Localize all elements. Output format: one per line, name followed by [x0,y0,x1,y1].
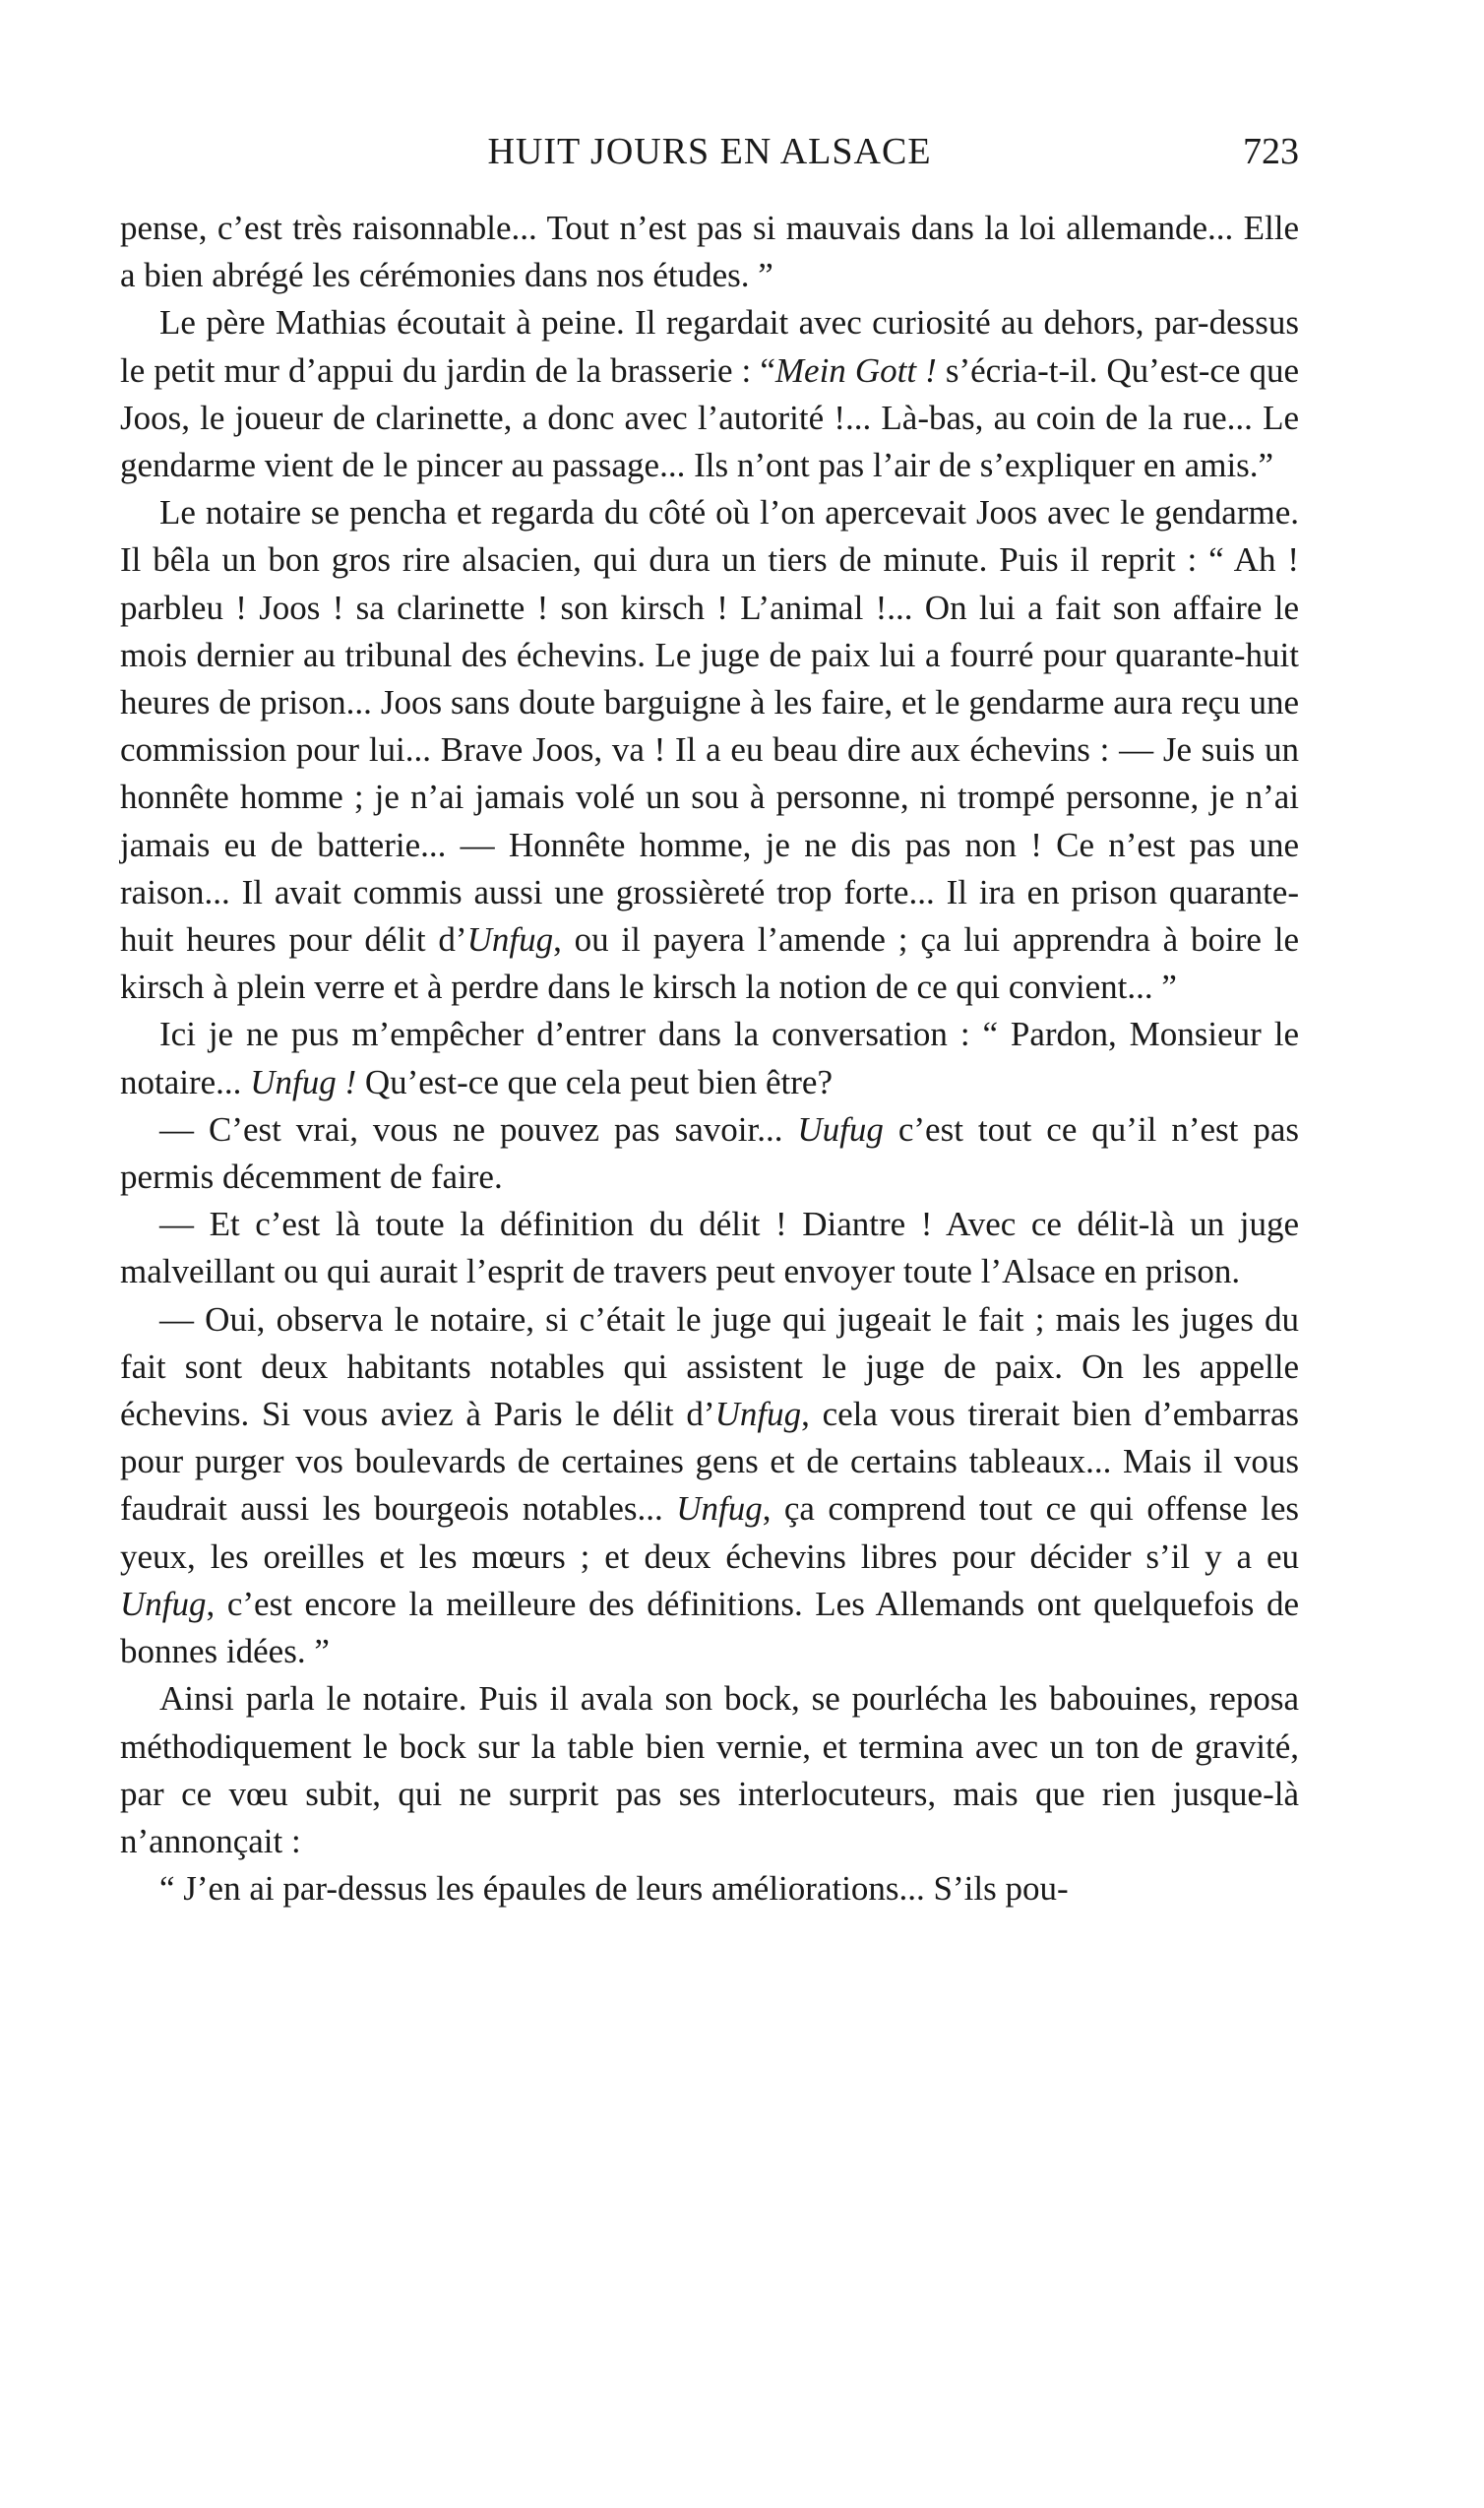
paragraph-3-text-c: , ou il payera l’amende ; ça lui apprendra à boire le kirsch à plein verre et à perdre dans le kirsch la notion de ce qui convient... ” [120,920,1300,1007]
paragraph-7-text-e: , ça comprend tout ce qui offense les yeux, les oreilles et les mœurs ; et deux échevins libres pour décider s’il y a eu [120,1489,1299,1576]
running-header [120,130,1299,181]
paragraph-7-text-a: — Oui, observa le notaire, si c’était le juge qui jugeait le fait ; mais les juges du fait sont deux habitants notables qui assistent le juge de paix. On les appelle échevins. Si vous aviez à Paris le délit d’ [120,1299,1299,1434]
paragraph-2 [120,299,1299,489]
paragraph-5-italic: Uufug [797,1109,884,1149]
paragraph-8: Ainsi parla le notaire. Puis il avala son bock, se pourlécha les babouines, reposa méthodiquement le bock sur la table bien vernie, et termina avec un ton de gravité, par ce vœu subit, qui ne surprit pas ses interlocuteurs, mais que rien jusque-là n’annonçait : [120,1679,1299,1860]
paragraph-2-text-c: s’écria-t-il. Qu’est-ce que Joos, le joueur de clarinette, a donc avec l’autorité !... Là-bas, au coin de la rue... Le gendarme vient de le pincer au passage... Ils n’ont pas l’air de s’expliquer en amis.” [120,350,1300,485]
paragraph-5-text-a: — C’est vrai, vous ne pouvez pas savoir... [159,1109,798,1149]
paragraph-4-text-c: Qu’est-ce que cela peut bien être? [356,1062,833,1101]
paragraph-7-text-c: , cela vous tirerait bien d’embarras pour purger vos boulevards de certaines gens et de certains tableaux... Mais il vous faudrait aussi les bourgeois notables... [120,1395,1299,1529]
paragraph-2-text-a: Le père Mathias écoutait à peine. Il regardait avec curiosité au dehors, par-dessus le petit mur d’appui du jardin de la brasserie : “ [120,303,1299,390]
paragraph-4-italic: Unfug ! [250,1062,357,1101]
paragraph-5 [120,1106,1299,1201]
paragraph-3-italic: Unfug [466,920,554,960]
paragraph-3-text-a: Le notaire se pencha et regarda du côté où l’on apercevait Joos avec le gendarme. Il bêla un bon gros rire alsacien, qui dura un tiers de minute. Puis il reprit : “ Ah ! parbleu ! Joos ! sa clarinette ! son kirsch ! L’animal !... On lui a fait son affaire le mois dernier au tribunal des échevins. Le juge de paix lui a fourré pour quarante-huit heures de prison... Joos sans doute barguigne à les faire, et le gendarme aura reçu une commission pour lui... Brave Joos, va ! Il a eu beau dire aux échevins : — Je suis un honnête homme ; je n’ai jamais volé un sou à personne, ni trompé personne, je n’ai jamais eu de batterie... — Honnête homme, je ne dis pas non ! Ce n’est pas une raison... Il avait commis aussi une grossièreté trop forte... Il ira en prison quarante-huit heures pour délit d’ [120,493,1299,960]
paragraph-4 [120,1011,1299,1105]
paragraph-7 [120,1296,1299,1676]
paragraph-7-italic-3: Unfug [120,1584,207,1623]
running-title: HUIT JOURS EN ALSACE [487,131,932,172]
paragraph-5-text-c: c’est tout ce qu’il n’est pas permis décemment de faire. [120,1109,1299,1197]
paragraph-7-italic-2: Unfug [676,1489,763,1529]
paragraph-4-text-a: Ici je ne pus m’empêcher d’entrer dans la conversation : “ Pardon, Monsieur le notaire... [120,1015,1299,1101]
paragraph-6: — Et c’est là toute la définition du délit ! Diantre ! Avec ce délit-là un juge malveillant ou qui aurait l’esprit de travers peut envoyer toute l’Alsace en prison. [120,1205,1299,1291]
paragraph-9: “ J’en ai par-dessus les épaules de leurs améliorations... S’ils pou- [159,1869,1069,1909]
paragraph-3 [120,489,1299,1011]
paragraph-2-italic: Mein Gott ! [774,350,937,390]
page-number: 723 [1243,131,1299,172]
body-text [120,205,1299,1912]
paragraph-7-italic-1: Unfug [714,1395,802,1434]
paragraph-7-text-g: , c’est encore la meilleure des définitions. Les Allemands ont quelquefois de bonnes idées. ” [120,1584,1299,1671]
paragraph-1: pense, c’est très raisonnable... Tout n’est pas si mauvais dans la loi allemande... Elle a bien abrégé les cérémonies dans nos études. ” [120,209,1299,295]
